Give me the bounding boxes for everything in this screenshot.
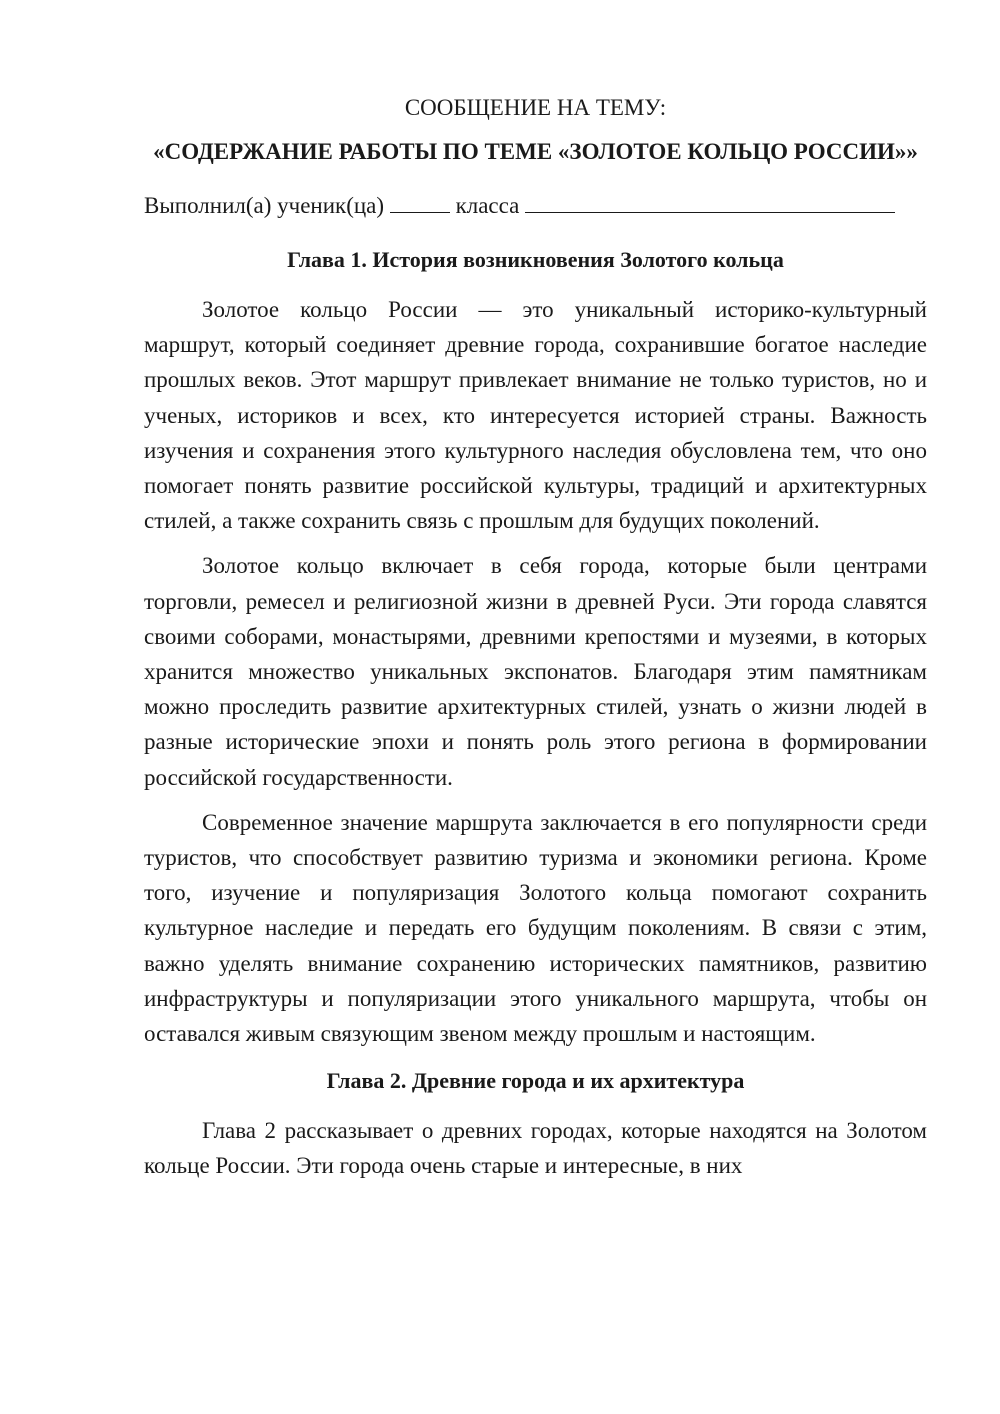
document-page [144,90,927,1184]
author-line [144,188,927,224]
document-title: «СОДЕРЖАНИЕ РАБОТЫ ПО ТЕМЕ «ЗОЛОТОЕ КОЛЬЦО РОССИИ»» [153,139,918,164]
chapter-2-paragraph: Глава 2 рассказывает о древних городах, которые находятся на Золотом кольце России. Эти города очень старые и интересные, в них [144,1118,927,1179]
chapter-2-heading: Глава 2. Древние города и их архитектура [326,1068,745,1094]
class-label: класса [455,193,520,218]
topic-label: СООБЩЕНИЕ НА ТЕМУ: [404,95,667,120]
completed-by-label: Выполнил(а) ученик(ца) [144,193,385,218]
chapter-1-paragraph: Золотое кольцо включает в себя города, которые были центрами торговли, ремесел и религиозной жизни в древней Руси. Эти города славятся своими соборами, монастырями, древними крепостями и музеями, в которых хранится множество уникальных экспонатов. Благодаря этим памятникам можно проследить развитие архитектурных стилей, узнать о жизни людей в разные исторические эпохи и понять роль этого региона в формировании российской государственности. [144,553,927,790]
chapter-1-paragraph: Современное значение маршрута заключается в его популярности среди туристов, что способствует развитию туризма и экономики региона. Кроме того, изучение и популяризация Золотого кольца помогают сохранить культурное наследие и передать его будущим поколениям. В связи с этим, важно уделять внимание сохранению исторических памятников, развитию инфраструктуры и популяризации этого уникального маршрута, чтобы он оставался живым связующим звеном между прошлым и настоящим. [144,809,927,1047]
class-number-blank[interactable] [390,188,450,213]
student-name-blank[interactable] [525,188,895,213]
chapter-1-paragraph: Золотое кольцо России — это уникальный историко-культурный маршрут, который соединяет древние города, сохранившие богатое наследие прошлых веков. Этот маршрут привлекает внимание не только туристов, но и ученых, историков и всех, кто интересуется историей страны. Важность изучения и сохранения этого культурного наследия обусловлена тем, что оно помогает понять развитие российской культуры, традиций и архитектурных стилей, а также сохранить связь с прошлым для будущих поколений. [144,297,927,534]
chapter-1-heading: Глава 1. История возникновения Золотого кольца [287,247,784,272]
